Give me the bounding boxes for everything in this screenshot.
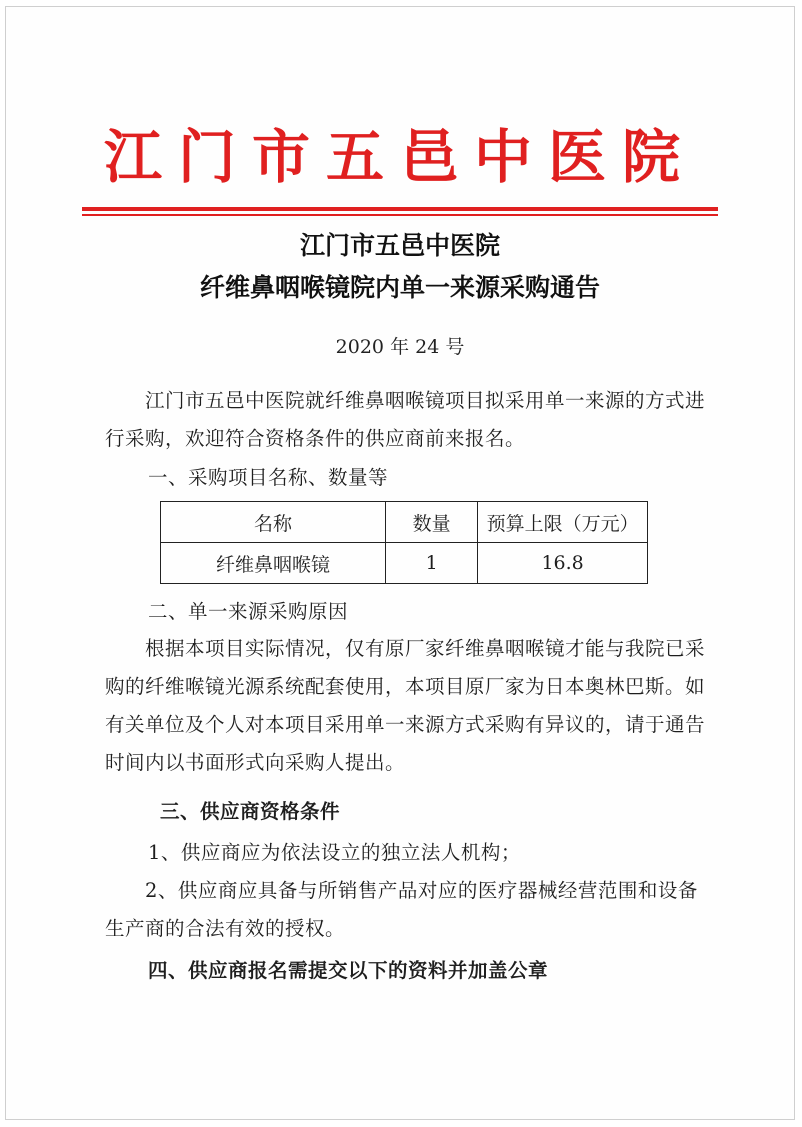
section3-item1: 1、供应商应为依法设立的独立法人机构； bbox=[148, 841, 521, 864]
table-header-cell: 名称 bbox=[161, 502, 386, 543]
section3-item2: 2、供应商应具备与所销售产品对应的医疗器械经营范围和设备生产商的合法有效的授权。 bbox=[105, 879, 698, 940]
table-header-cell: 预算上限（万元） bbox=[478, 502, 648, 543]
section3-heading: 三、供应商资格条件 bbox=[160, 800, 341, 823]
section2-body: 根据本项目实际情况，仅有原厂家纤维鼻咽喉镜才能与我院已采购的纤维喉镜光源系统配套使用，本项目原厂家为日本奥林巴斯。如有关单位及个人对本项目采用单一来源方式采购有异议的，请于通告时间内以书面形式向采购人提出。 bbox=[105, 637, 706, 774]
notice-title-line1: 江门市五邑中医院 bbox=[299, 231, 500, 260]
notice-number: 2020 年 24 号 bbox=[335, 336, 465, 358]
section2-heading: 二、单一来源采购原因 bbox=[148, 600, 349, 623]
items-table bbox=[160, 501, 648, 584]
letterhead-title: 江门市五邑中医院 bbox=[103, 123, 696, 191]
notice-title-line2: 纤维鼻咽喉镜院内单一来源采购通告 bbox=[199, 273, 600, 302]
section4-heading: 四、供应商报名需提交以下的资料并加盖公章 bbox=[148, 959, 549, 982]
section1-heading: 一、采购项目名称、数量等 bbox=[148, 466, 389, 489]
intro-paragraph: 江门市五邑中医院就纤维鼻咽喉镜项目拟采用单一来源的方式进行采购，欢迎符合资格条件的供应商前来报名。 bbox=[105, 389, 706, 450]
table-cell: 纤维鼻咽喉镜 bbox=[161, 543, 386, 584]
letterhead-rule-thin bbox=[82, 214, 718, 216]
table-header-cell: 数量 bbox=[385, 502, 477, 543]
table-row bbox=[161, 543, 648, 584]
table-header-row bbox=[161, 502, 648, 543]
letterhead-rule-thick bbox=[82, 207, 718, 211]
table-cell: 16.8 bbox=[478, 543, 648, 584]
table-cell: 1 bbox=[385, 543, 477, 584]
